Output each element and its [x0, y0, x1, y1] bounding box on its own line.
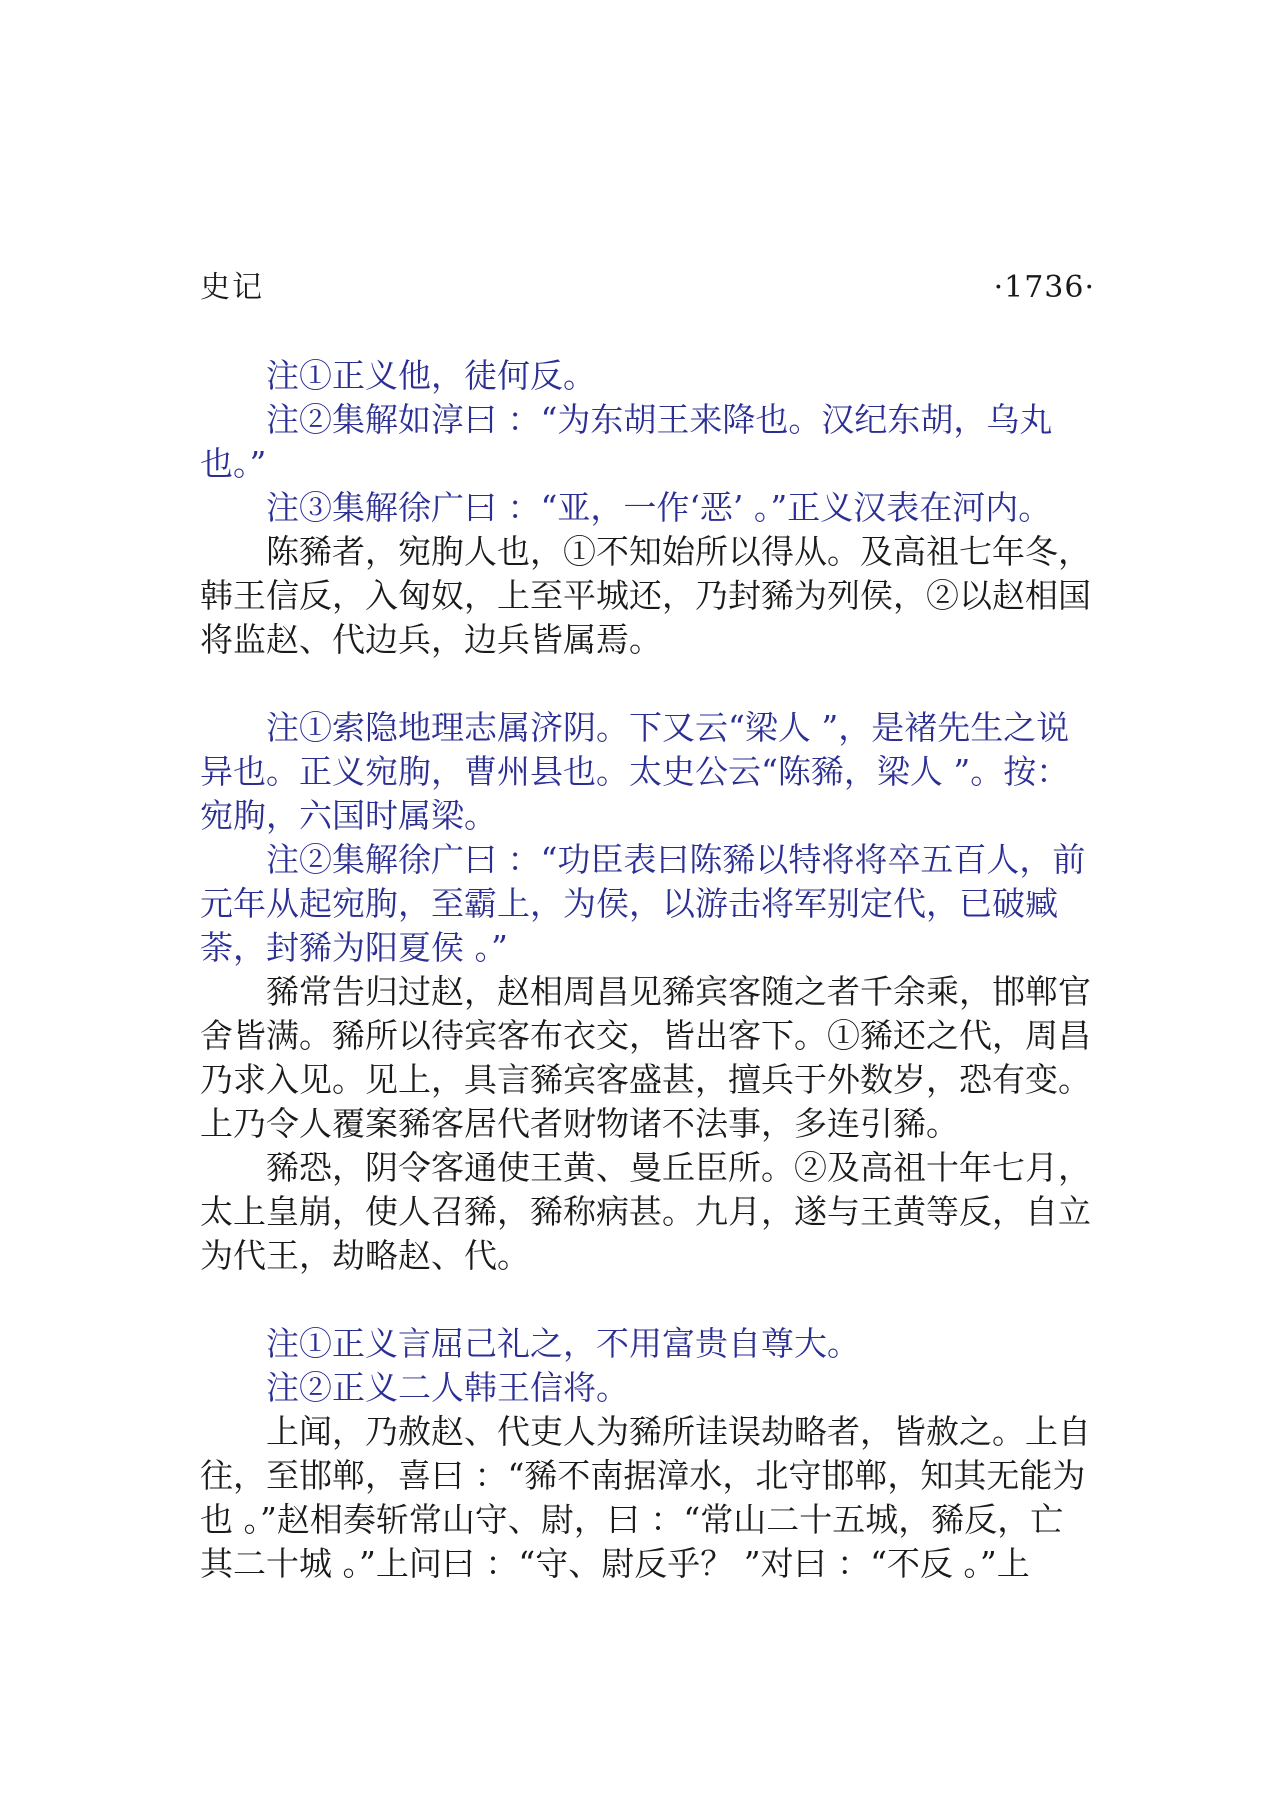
paragraph-spacer — [200, 1278, 1095, 1322]
annotation-paragraph: 注③集解徐广曰 ：“亚，一作‘恶’ 。”正义汉表在河内。 — [266, 488, 1052, 527]
page-body — [200, 354, 1095, 1586]
annotation-paragraph: 注②正义二人韩王信将。 — [266, 1368, 629, 1407]
annotation-paragraph: 注②集解徐广曰 ：“功臣表曰陈豨以特将将卒五百人，前元年从起宛朐，至霸上，为侯，以游击将军别定代，已破臧荼，封豨为阳夏侯 。” — [200, 840, 1086, 967]
annotation-paragraph: 注①正义言屈己礼之，不用富贵自尊大。 — [266, 1324, 860, 1363]
annotation-paragraph: 注①索隐地理志属济阴。下又云“梁人 ”，是褚先生之说异也。正义宛朐，曹州县也。太史公云“陈豨，梁人 ”。按：宛朐，六国时属梁。 — [200, 708, 1070, 835]
page-header — [200, 268, 1095, 308]
annotation-paragraph: 注②集解如淳曰 ：“为东胡王来降也。汉纪东胡，乌丸也。” — [200, 400, 1053, 483]
page-number: ·1736· — [993, 270, 1095, 305]
text-paragraph: 上闻，乃赦赵、代吏人为豨所诖误劫略者，皆赦之。上自往，至邯郸，喜曰 ：“豨不南据漳水，北守邯郸，知其无能为也 。”赵相奏斩常山守、尉，曰 ：“常山二十五城，豨反，亡其二十城 。”上问曰 ：“守、尉反乎？ ”对曰 ：“不反 。”上 — [200, 1412, 1091, 1583]
text-paragraph: 豨恐，阴令客通使王黄、曼丘臣所。②及高祖十年七月，太上皇崩，使人召豨，豨称病甚。九月，遂与王黄等反，自立为代王，劫略赵、代。 — [200, 1148, 1091, 1275]
annotation-paragraph: 注①正义他，徒何反。 — [266, 356, 596, 395]
book-title: 史记 — [200, 270, 264, 305]
text-paragraph: 陈豨者，宛朐人也，①不知始所以得从。及高祖七年冬，韩王信反，入匈奴，上至平城还，乃封豨为列侯，②以赵相国将监赵、代边兵，边兵皆属焉。 — [200, 532, 1091, 659]
paragraph-spacer — [200, 662, 1095, 706]
text-paragraph: 豨常告归过赵，赵相周昌见豨宾客随之者千余乘，邯郸官舍皆满。豨所以待宾客布衣交，皆出客下。①豨还之代，周昌乃求入见。见上，具言豨宾客盛甚，擅兵于外数岁，恐有变。上乃令人覆案豨客居代者财物诸不法事，多连引豨。 — [200, 972, 1091, 1143]
